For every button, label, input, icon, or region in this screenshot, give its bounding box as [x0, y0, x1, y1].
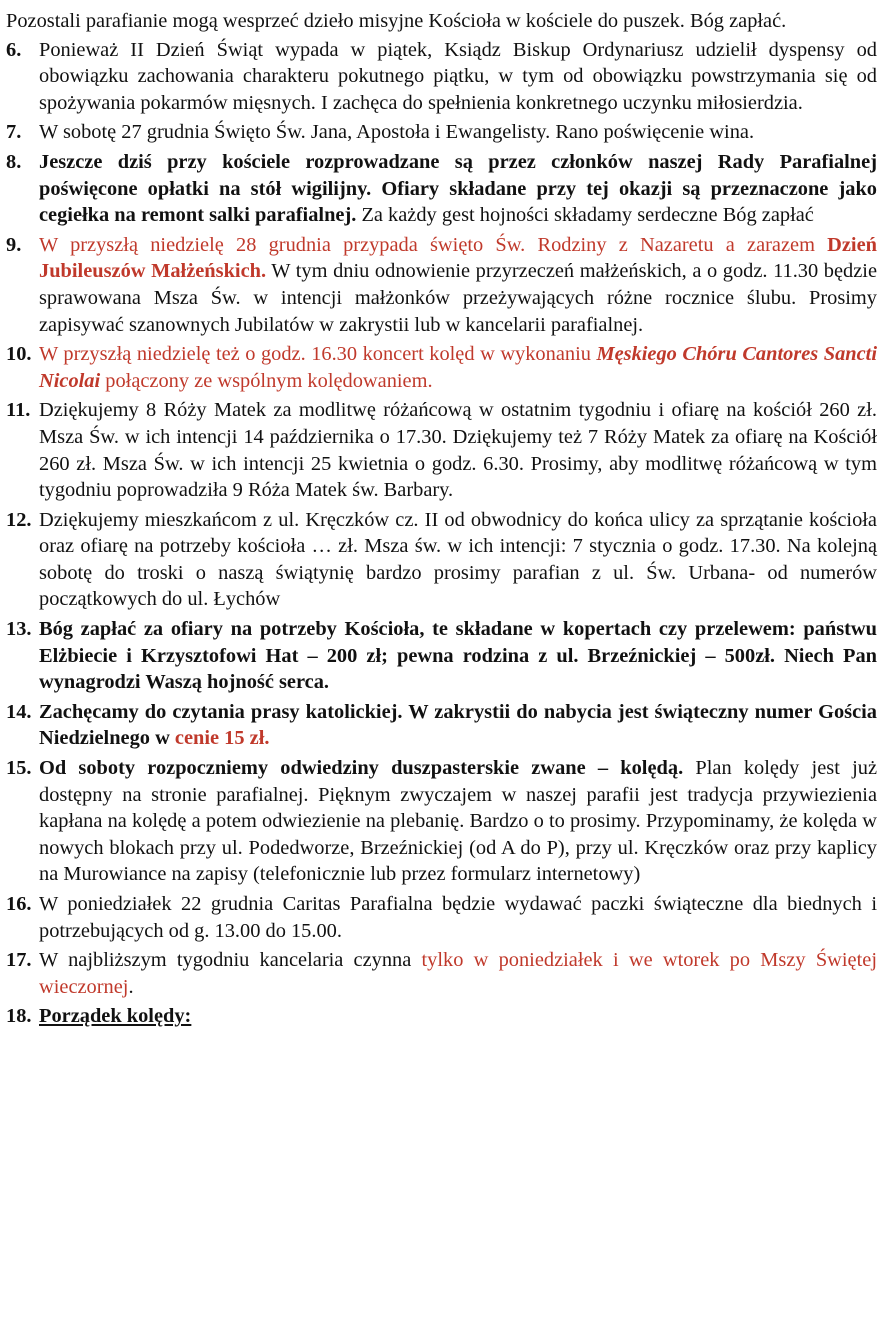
list-item-7 [6, 119, 877, 146]
item-text [39, 699, 877, 752]
item-number: 7. [6, 121, 22, 144]
item-text [39, 37, 877, 117]
list-item-9 [6, 232, 877, 338]
item-number: 9. [6, 233, 22, 256]
item-red-bold-run: Dzień Jubileuszów Małżeńskich. [39, 233, 877, 283]
item-red-run: połączony ze wspólnym kolędowaniem. [100, 369, 433, 392]
item-text-run: Ponieważ II Dzień Świąt wypada w piątek, Ksiądz Biskup Ordynariusz udzielił dyspensy od obowiązku zachowania charakteru pokutnego piątku, w tym od obowiązku powstrzymania się od spożywania pokarmów mięsnych. I zachęca do spełnienia konkretnego uczynku miłosierdzia. [39, 38, 877, 114]
item-text [39, 232, 877, 338]
item-red-run: W przyszłą niedzielę 28 grudnia przypada święto Św. Rodziny z Nazaretu a zarazem [39, 233, 828, 256]
list-item-17 [6, 947, 877, 1000]
list-item-8 [6, 149, 877, 229]
item-number: 16. [6, 893, 32, 915]
item-text [39, 755, 877, 888]
item-text-run: Dziękujemy mieszkańcom z ul. Kręczków cz. II od obwodnicy do końca ulicy za sprzątanie kościoła oraz ofiarę na potrzeby kościoła … zł. Msza św. w ich intencji: 7 stycznia o godz. 17.30. Na kolejną sobotę do troski o naszą świątynię bardzo prosimy parafian z ul. Św. Urbana- od numerów początkowych do ul. Łychów [39, 508, 877, 611]
item-text-run: W sobotę 27 grudnia Święto Św. Jana, Apostoła i Ewangelisty. Rano poświęcenie wina. [39, 121, 755, 144]
item-number: 14. [6, 700, 32, 723]
item-number: 10. [6, 343, 32, 366]
list-item-15 [6, 755, 877, 888]
item-text [39, 149, 877, 229]
list-item-13 [6, 616, 877, 696]
item-number: 15. [6, 757, 32, 780]
item-text-run: Dziękujemy 8 Róży Matek za modlitwę różańcową w ostatnim tygodniu i ofiarę na kościół 260 zł. Msza Św. w ich intencji 14 października o 17.30. Dziękujemy też 7 Róży Matek za ofiarę na Kościół 260 zł. Msza Św. w ich intencji 25 kwietnia o godz. 6.30. Prosimy, aby modlitwę różańcową w tym tygodniu poprowadziła 9 Róża Matek św. Barbary. [39, 399, 877, 502]
item-red-bold-run: cenie 15 zł. [174, 727, 270, 750]
list-item-18 [6, 1003, 877, 1030]
item-number: 6. [6, 38, 22, 61]
item-text-run: W tym dniu odnowienie przyrzeczeń małżeńskich, a o godz. 11.30 będzie sprawowana Msza Św. w intencji małżonków przeżywających różne rocznice ślubu. Prosimy zapisywać szanownych Jubilatów w zakrystii lub w kancelarii parafialnej. [39, 260, 877, 336]
list-item-16 [6, 891, 877, 944]
item-number: 11. [6, 399, 31, 422]
list-item-6 [6, 37, 877, 117]
item-text [39, 947, 877, 1000]
list-item-12 [6, 507, 877, 613]
item-number: 8. [6, 150, 22, 173]
item-red-run: tylko w poniedziałek i we wtorek po Mszy Świętej wieczornej [39, 949, 877, 998]
item-bold-run: Od soboty rozpoczniemy odwiedziny duszpasterskie zwane – kolędą. [39, 757, 684, 780]
list-item-14 [6, 699, 877, 752]
item-bold-run: Bóg zapłać za ofiary na potrzeby Kościoła, te składane w kopertach czy przelewem: państwu Elżbiecie i Krzysztofowi Hat – 200 zł; pewna rodzina z ul. Brzeźnickiej – 500zł. Niech Pan wynagrodzi Waszą hojność serca. [39, 618, 877, 694]
item-bold-run: Jeszcze dziś przy kościele rozprowadzane są przez członków naszej Rady Parafialnej poświęcone opłatki na stół wigilijny. Ofiary składane przy tej okazji są przeznaczone jako cegiełka na remont salki parafialnej. [39, 150, 877, 227]
item-text [39, 119, 877, 146]
item-red-run: W przyszłą niedzielę też o godz. 16.30 koncert kolęd w wykonaniu [39, 343, 597, 366]
intro-paragraph: Pozostali parafianie mogą wesprzeć dzieło misyjne Kościoła w kościele do puszek. Bóg zapłać. [6, 10, 787, 32]
item-number: 18. [6, 1005, 32, 1028]
item-text [39, 616, 877, 696]
section-heading-koleda: Porządek kolędy: [39, 1005, 192, 1028]
list-item-11 [6, 397, 877, 503]
item-text-run: Za każdy gest hojności składamy serdeczne Bóg zapłać [356, 204, 814, 227]
item-text [39, 397, 877, 503]
item-text [39, 891, 877, 944]
list-item-10 [6, 341, 877, 394]
item-red-bold-italic-run: Męskiego Chóru Cantores Sancti Nicolai [39, 343, 878, 392]
item-number: 12. [6, 508, 32, 531]
item-text [39, 507, 877, 613]
item-text-run: W najbliższym tygodniu kancelaria czynna [39, 949, 422, 972]
item-text [39, 1003, 877, 1030]
item-text-run: W poniedziałek 22 grudnia Caritas Parafialna będzie wydawać paczki świąteczne dla biednych i potrzebujących od g. 13.00 do 15.00. [39, 893, 877, 942]
item-bold-run: Zachęcamy do czytania prasy katolickiej. W zakrystii do nabycia jest świąteczny numer Gościa Niedzielnego w [39, 700, 877, 750]
item-number: 13. [6, 618, 32, 641]
item-number: 17. [6, 949, 32, 972]
item-text [39, 341, 877, 394]
item-text-run: Plan kolędy jest już dostępny na stronie parafialnej. Pięknym zwyczajem w naszej parafii jest tradycja przywiezienia kapłana na kolędę a potem odwiezienie na plebanię. Bardzo o to prosimy. Przypominamy, że kolęda w nowych blokach przy ul. Podedworze, Brzeźnickiej (od A do P), przy ul. Kręczków oraz przy kaplicy na Murowiance na zapisy (telefonicznie lub przez formularz internetowy) [39, 757, 877, 886]
item-text-run: . [128, 975, 134, 998]
